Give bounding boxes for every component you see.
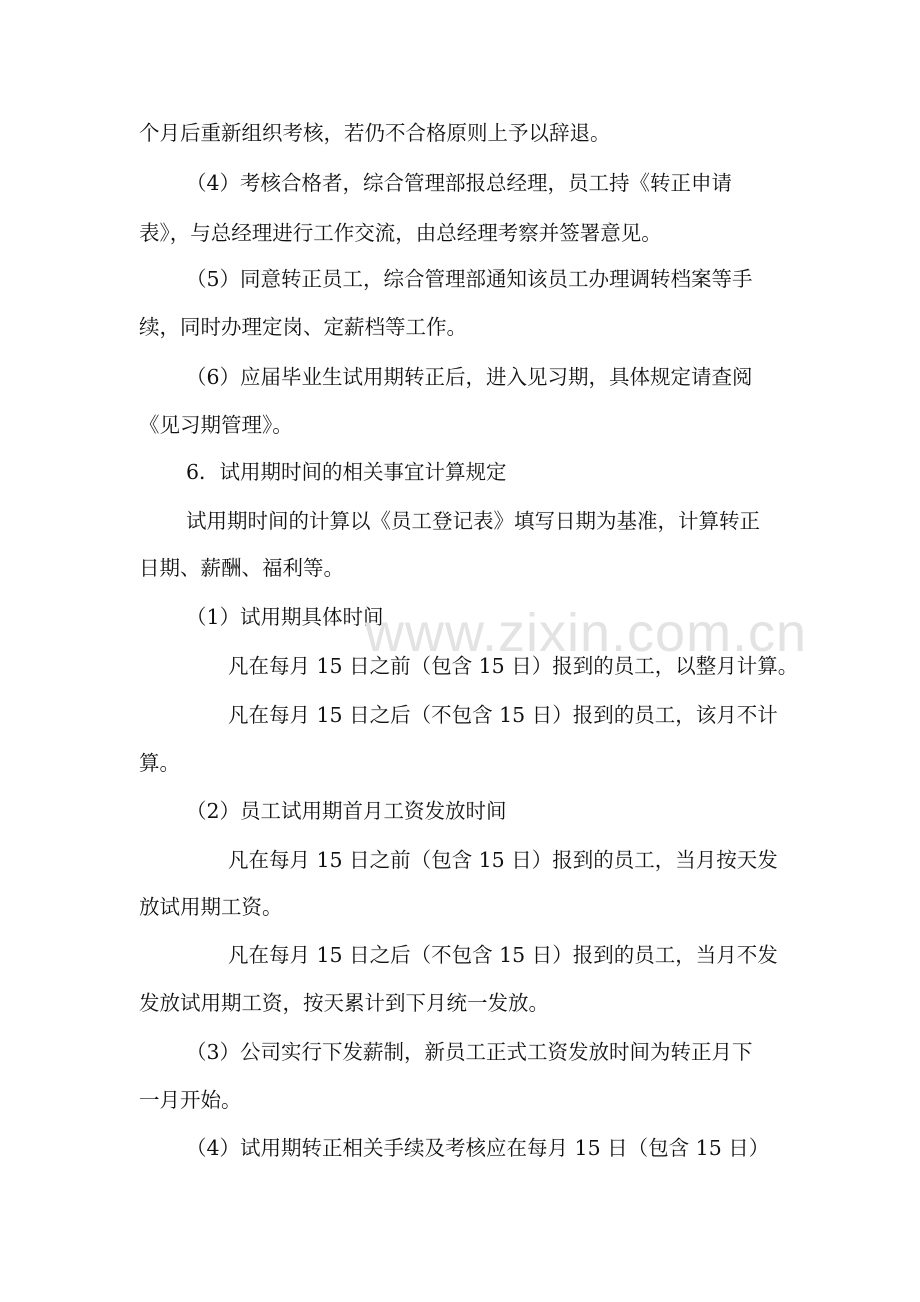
text-line-10: 日期、薪酬、福利等。 bbox=[139, 556, 344, 580]
text-line-20: （3）公司实行下发薪制，新员工正式工资发放时间为转正月下 bbox=[186, 1040, 753, 1064]
text-line-14: 算。 bbox=[139, 751, 180, 775]
text-line-5: 续，同时办理定岗、定薪档等工作。 bbox=[139, 315, 467, 339]
text-line-16: 凡在每月 15 日之前（包含 15 日）报到的员工，当月按天发 bbox=[228, 848, 778, 872]
text-line-22: （4）试用期转正相关手续及考核应在每月 15 日（包含 15 日） bbox=[186, 1136, 770, 1160]
text-line-18: 凡在每月 15 日之后（不包含 15 日）报到的员工，当月不发 bbox=[228, 943, 778, 967]
text-line-2: （4）考核合格者，综合管理部报总经理，员工持《转正申请 bbox=[186, 171, 733, 195]
text-line-4: （5）同意转正员工，综合管理部通知该员工办理调转档案等手 bbox=[186, 267, 753, 291]
text-line-21: 一月开始。 bbox=[139, 1088, 242, 1112]
text-line-7: 《见习期管理》。 bbox=[139, 413, 293, 437]
subheading-1: （1）试用期具体时间 bbox=[186, 605, 384, 629]
text-line-17: 放试用期工资。 bbox=[139, 895, 283, 919]
text-line-3: 表》，与总经理进行工作交流，由总经理考察并签署意见。 bbox=[139, 221, 662, 245]
text-line-1: 个月后重新组织考核，若仍不合格原则上予以辞退。 bbox=[139, 121, 611, 145]
text-line-13: 凡在每月 15 日之后（不包含 15 日）报到的员工，该月不计 bbox=[228, 703, 778, 727]
text-line-12: 凡在每月 15 日之前（包含 15 日）报到的员工，以整月计算。 bbox=[228, 654, 799, 678]
watermark: www.zixin.com.cn bbox=[365, 603, 808, 663]
text-line-19: 发放试用期工资，按天累计到下月统一发放。 bbox=[139, 991, 549, 1015]
text-line-6: （6）应届毕业生试用期转正后，进入见习期，具体规定请查阅 bbox=[186, 365, 753, 389]
section-heading: 6．试用期时间的相关事宜计算规定 bbox=[186, 460, 507, 484]
subheading-2: （2）员工试用期首月工资发放时间 bbox=[186, 799, 507, 823]
text-line-9: 试用期时间的计算以《员工登记表》填写日期为基准，计算转正 bbox=[186, 509, 760, 533]
